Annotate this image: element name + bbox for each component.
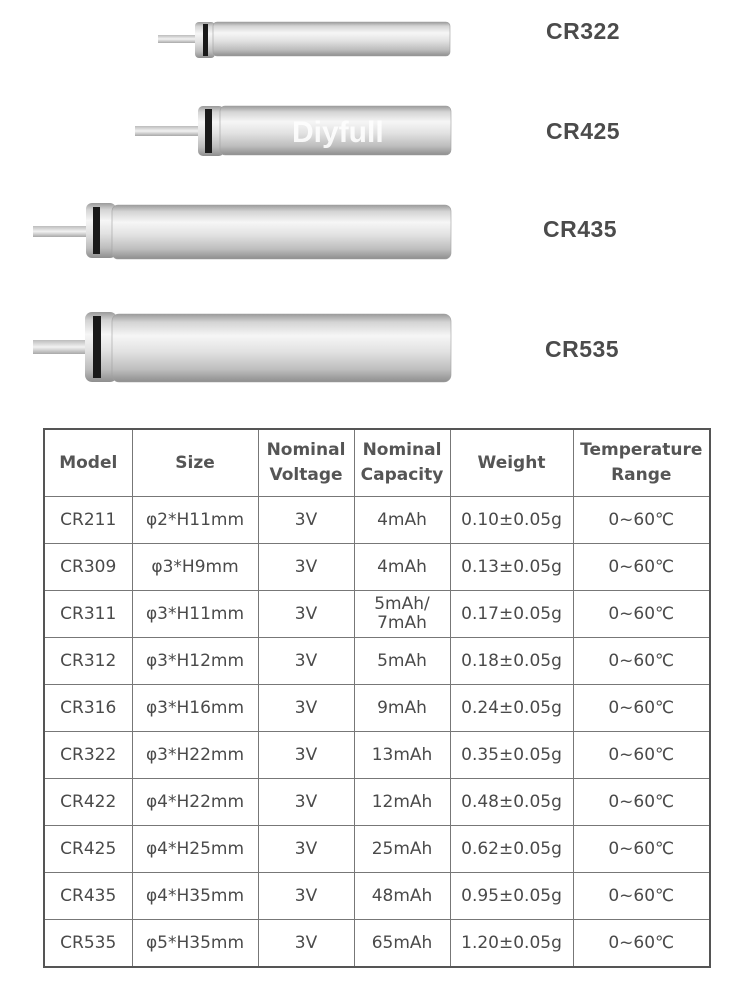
table-row [44, 779, 710, 826]
cell-capacity: 5mAh [354, 638, 450, 685]
battery-drawings [0, 0, 750, 415]
cell-voltage: 3V [258, 544, 354, 591]
cell-capacity: 12mAh [354, 779, 450, 826]
cell-temperature: 0~60℃ [573, 638, 710, 685]
cell-model: CR309 [44, 544, 132, 591]
cell-size: φ3*H11mm [132, 591, 258, 638]
cell-voltage: 3V [258, 591, 354, 638]
battery-label-cr535: CR535 [545, 336, 620, 362]
cell-model: CR316 [44, 685, 132, 732]
cell-voltage: 3V [258, 732, 354, 779]
cell-temperature: 0~60℃ [573, 591, 710, 638]
cell-weight: 0.35±0.05g [450, 732, 573, 779]
table-row [44, 920, 710, 968]
specification-table [43, 428, 711, 968]
cell-capacity: 48mAh [354, 873, 450, 920]
cell-capacity: 65mAh [354, 920, 450, 968]
cell-voltage: 3V [258, 638, 354, 685]
battery-cr535-image [33, 312, 451, 382]
cell-size: φ3*H9mm [132, 544, 258, 591]
cell-model: CR312 [44, 638, 132, 685]
cell-capacity: 25mAh [354, 826, 450, 873]
battery-cr425-image [135, 106, 451, 156]
cell-size: φ4*H25mm [132, 826, 258, 873]
cell-size: φ5*H35mm [132, 920, 258, 968]
table-row [44, 544, 710, 591]
cell-size: φ3*H22mm [132, 732, 258, 779]
cell-size: φ2*H11mm [132, 497, 258, 544]
cell-weight: 0.18±0.05g [450, 638, 573, 685]
cell-temperature: 0~60℃ [573, 920, 710, 968]
header-model: Model [44, 429, 132, 497]
table-row [44, 732, 710, 779]
cell-voltage: 3V [258, 685, 354, 732]
cell-weight: 0.95±0.05g [450, 873, 573, 920]
cell-weight: 0.24±0.05g [450, 685, 573, 732]
cell-weight: 1.20±0.05g [450, 920, 573, 968]
table-row [44, 638, 710, 685]
cell-weight: 0.48±0.05g [450, 779, 573, 826]
cell-temperature: 0~60℃ [573, 873, 710, 920]
cell-capacity: 9mAh [354, 685, 450, 732]
cell-model: CR322 [44, 732, 132, 779]
header-nominal-capacity: Nominal Capacity [354, 429, 450, 497]
battery-illustrations [0, 0, 750, 415]
cell-voltage: 3V [258, 920, 354, 968]
cell-voltage: 3V [258, 497, 354, 544]
battery-cr435-image [33, 203, 451, 259]
brand-watermark: Diyfull [292, 116, 384, 149]
header-nominal-voltage: Nominal Voltage [258, 429, 354, 497]
table-row [44, 873, 710, 920]
table-row [44, 826, 710, 873]
cell-model: CR211 [44, 497, 132, 544]
cell-capacity: 4mAh [354, 544, 450, 591]
cell-voltage: 3V [258, 779, 354, 826]
table-row [44, 591, 710, 638]
cell-model: CR422 [44, 779, 132, 826]
cell-model: CR425 [44, 826, 132, 873]
battery-label-cr425: CR425 [546, 118, 621, 144]
cell-capacity: 13mAh [354, 732, 450, 779]
cell-temperature: 0~60℃ [573, 779, 710, 826]
cell-capacity: 5mAh/ 7mAh [354, 591, 450, 638]
cell-temperature: 0~60℃ [573, 826, 710, 873]
battery-cr322-image [158, 22, 450, 58]
table-row [44, 685, 710, 732]
table-row [44, 497, 710, 544]
cell-capacity: 4mAh [354, 497, 450, 544]
cell-size: φ3*H16mm [132, 685, 258, 732]
cell-size: φ4*H35mm [132, 873, 258, 920]
header-weight: Weight [450, 429, 573, 497]
cell-voltage: 3V [258, 873, 354, 920]
header-temperature-range: Temperature Range [573, 429, 710, 497]
cell-voltage: 3V [258, 826, 354, 873]
cell-model: CR435 [44, 873, 132, 920]
header-size: Size [132, 429, 258, 497]
cell-temperature: 0~60℃ [573, 544, 710, 591]
cell-weight: 0.62±0.05g [450, 826, 573, 873]
battery-label-cr435: CR435 [543, 216, 618, 242]
cell-temperature: 0~60℃ [573, 497, 710, 544]
table-header-row [44, 429, 710, 497]
cell-size: φ4*H22mm [132, 779, 258, 826]
cell-temperature: 0~60℃ [573, 685, 710, 732]
cell-model: CR535 [44, 920, 132, 968]
cell-weight: 0.13±0.05g [450, 544, 573, 591]
cell-size: φ3*H12mm [132, 638, 258, 685]
cell-model: CR311 [44, 591, 132, 638]
battery-label-cr322: CR322 [546, 18, 621, 44]
cell-weight: 0.10±0.05g [450, 497, 573, 544]
cell-temperature: 0~60℃ [573, 732, 710, 779]
cell-weight: 0.17±0.05g [450, 591, 573, 638]
